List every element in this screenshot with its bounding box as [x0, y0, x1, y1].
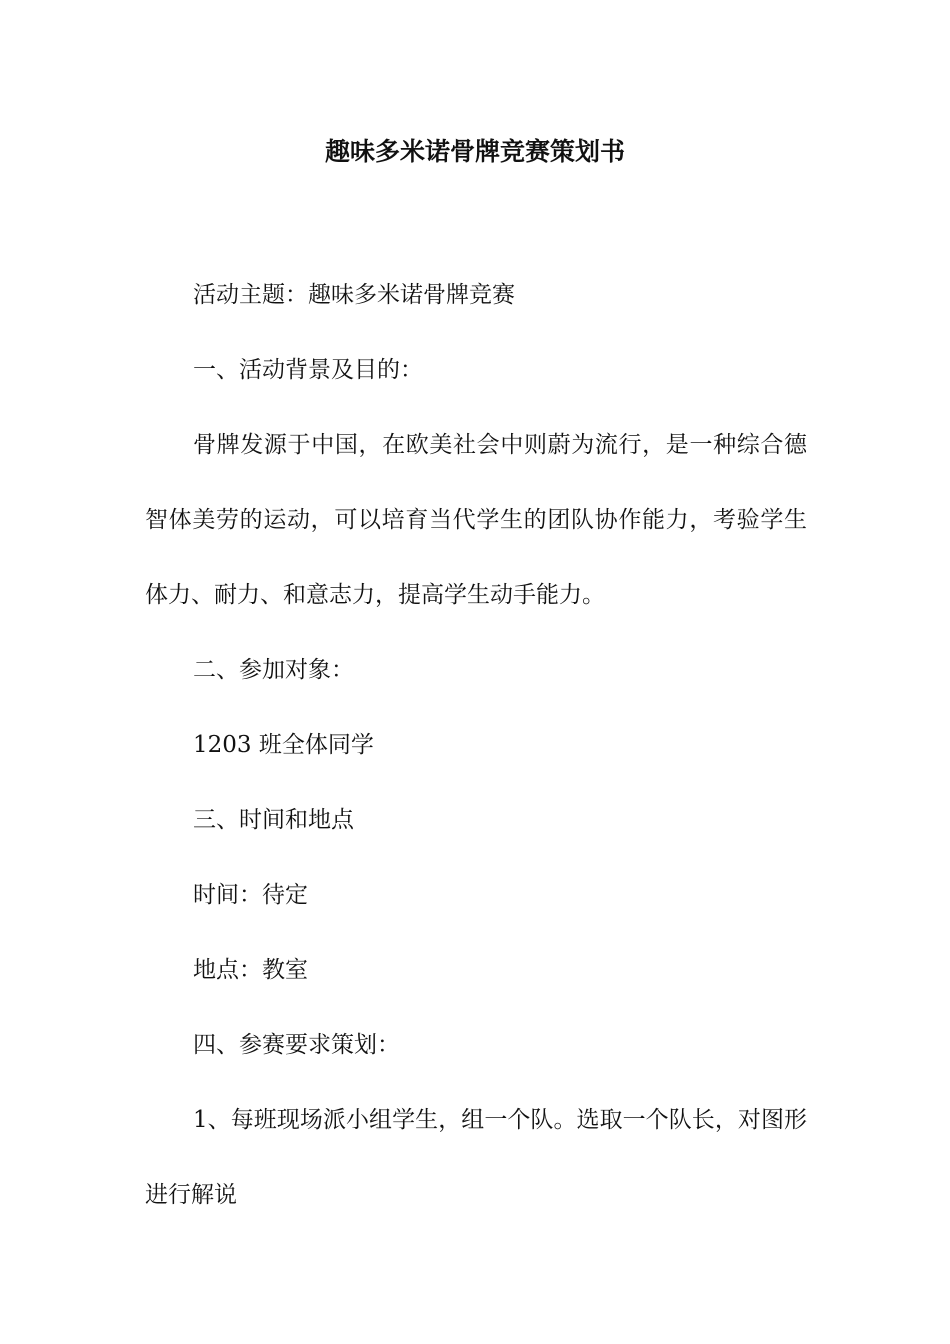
heading-participants: 二、参加对象：: [193, 657, 354, 683]
paragraph-activity-theme: 活动主题：趣味多米诺骨牌竞赛: [193, 282, 515, 308]
document-title: 趣味多米诺骨牌竞赛策划书: [324, 137, 625, 166]
paragraph-background: 骨牌发源于中国，在欧美社会中则蔚为流行，是一种综合德智体美劳的运动，可以培育当代学生的团队协作能力，考验学生体力、耐力、和意志力，提高学生动手能力。: [145, 432, 807, 608]
heading-time-location: 三、时间和地点: [193, 807, 354, 833]
paragraph-requirement-1: 1、每班现场派小组学生，组一个队。选取一个队长，对图形进行解说: [145, 1107, 807, 1208]
paragraph-participants: 1203 班全体同学: [193, 732, 374, 758]
heading-background-purpose: 一、活动背景及目的：: [193, 357, 423, 383]
paragraph-location: 地点：教室: [193, 957, 308, 983]
paragraph-time: 时间：待定: [193, 882, 308, 908]
heading-requirements: 四、参赛要求策划：: [193, 1032, 400, 1058]
document-body: [145, 258, 807, 1233]
